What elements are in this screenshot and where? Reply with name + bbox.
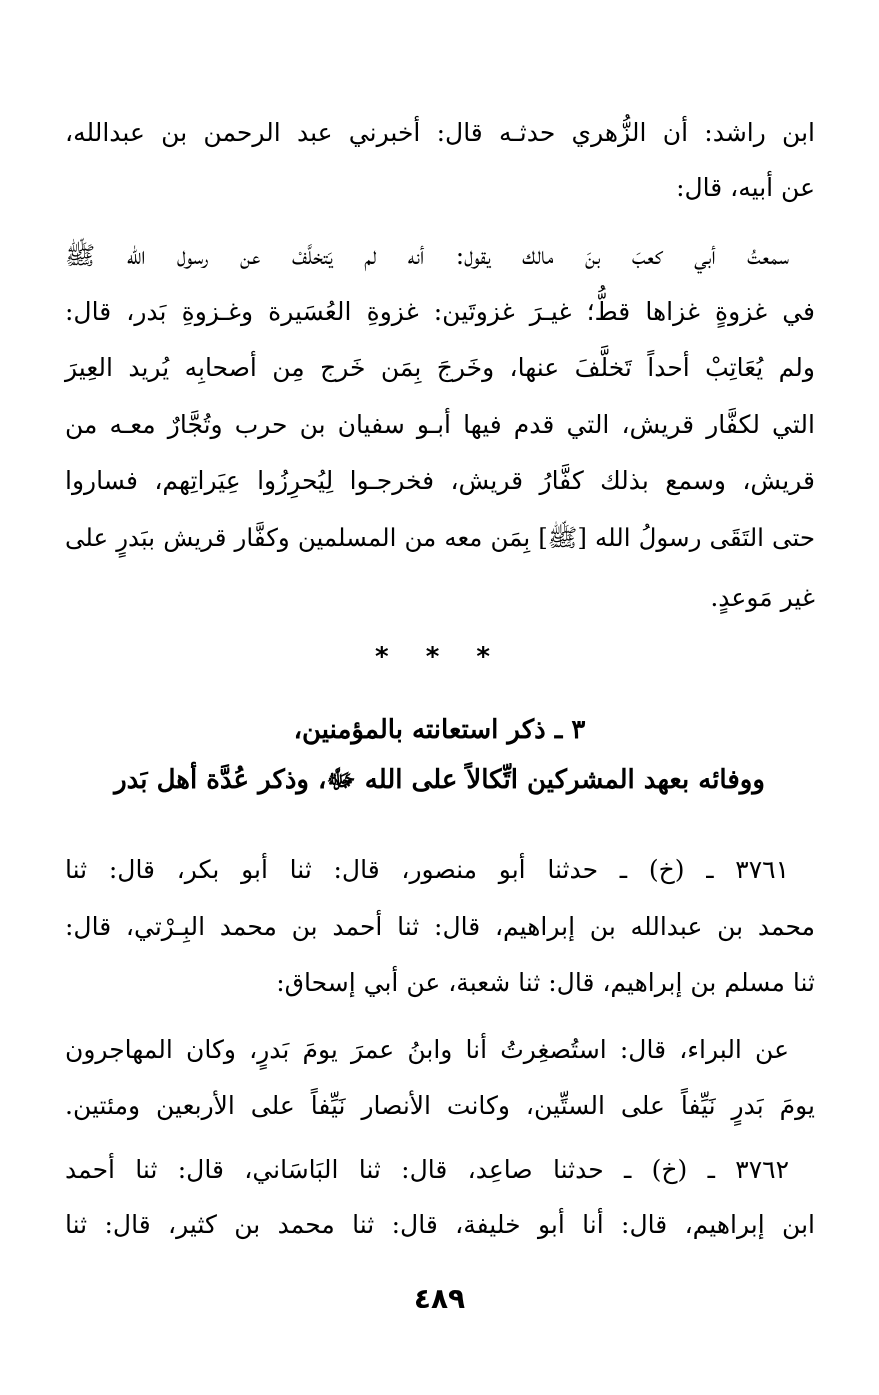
page-number: ٤٨٩ [413, 1282, 466, 1315]
section-heading-line2: ووفائه بعهد المشركين اتِّكالاً على الله ﷻ، وذكر عُدَّة أهل بَدر [114, 765, 765, 795]
text-line: ٣٧٦٢ ـ (خ) ـ حدثنا صاعِد، قال: ثنا البَاسَاني، قال: ثنا أحمد [65, 1155, 789, 1184]
text-line: ابن إبراهيم، قال: أنا أبو خليفة، قال: ثنا محمد بن كثير، قال: ثنا [65, 1210, 815, 1239]
text-line: ثنا مسلم بن إبراهيم، قال: ثنا شعبة، عن أبي إسحاق: [276, 968, 815, 997]
text-line: عن أبيه، قال: [676, 173, 815, 202]
section-separator: * * * [375, 642, 504, 672]
text-line: سمعتُ أبي كعبَ بنَ مالك يقول: أنه لم يَتخلَّفْ عن رسول الله ﷺ [65, 241, 789, 270]
text-line: يومَ بَدرٍ نَيِّفاً على الستِّين، وكانت الأنصار نَيِّفاً على الأربعين ومئتين. [65, 1091, 815, 1120]
section-heading-line1: ٣ ـ ذكر استعانته بالمؤمنين، [293, 715, 586, 745]
text-line: في غزوةٍ غزاها قطُّ؛ غيـرَ غزوتَين: غزوةِ العُسَيرة وغـزوةِ بَدر، قال: [65, 297, 815, 326]
text-line: ابن راشد: أن الزُّهري حدثـه قال: أخبرني عبد الرحمن بن عبدالله، [65, 118, 815, 147]
text-line: غير مَوعدٍ. [710, 583, 815, 612]
text-line: عن البراء، قال: استُصغِرتُ أنا وابنُ عمرَ يومَ بَدرٍ، وكان المهاجرون [65, 1035, 789, 1064]
text-line: ولم يُعَاتِبْ أحداً تَخلَّفَ عنها، وخَرجَ بِمَن خَرج مِن أصحابِه يُريد العِيرَ [65, 353, 815, 382]
text-line: قريش، وسمع بذلك كفَّارُ قريش، فخرجـوا لِيُحرِزُوا عِيَراتِهم، فساروا [65, 466, 815, 495]
text-line: ٣٧٦١ ـ (خ) ـ حدثنا أبو منصور، قال: ثنا أبو بكر، قال: ثنا [65, 855, 789, 884]
text-line: حتى التَقَى رسولُ الله [ﷺ] بِمَن معه من المسلمين وكفَّار قريش ببَدرٍ على [65, 523, 815, 552]
text-line: محمد بن عبدالله بن إبراهيم، قال: ثنا أحمد بن محمد البِـرْتي، قال: [65, 912, 815, 941]
text-line: التي لكفَّار قريش، التي قدم فيها أبـو سفيان بن حرب وتُجَّارٌ معـه من [65, 410, 815, 439]
